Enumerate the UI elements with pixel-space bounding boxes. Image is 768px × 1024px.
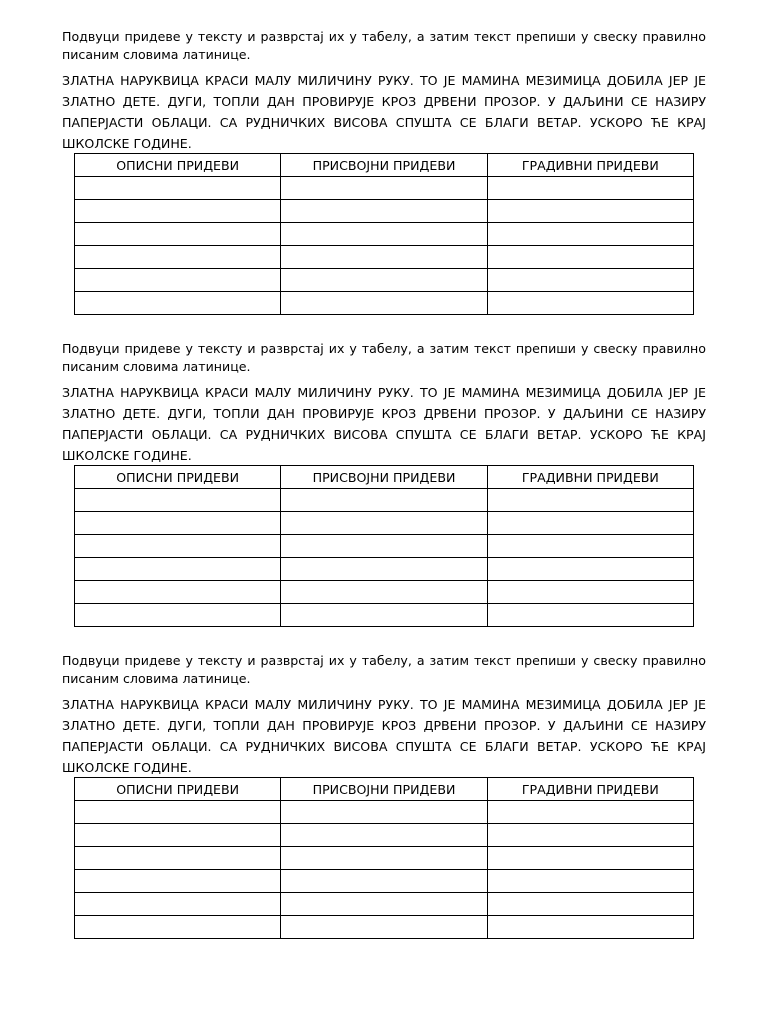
header-material-adjectives: ГРАДИВНИ ПРИДЕВИ (487, 778, 693, 801)
answer-cell[interactable] (281, 916, 487, 939)
answer-cell[interactable] (487, 847, 693, 870)
answer-cell[interactable] (281, 847, 487, 870)
instruction-text: Подвуци придеве у тексту и разврстај их у табелу, а затим текст препиши у свеску правилно писаним словима латинице. (62, 341, 706, 374)
adjective-table (74, 777, 694, 939)
answer-cell[interactable] (75, 916, 281, 939)
answer-cell[interactable] (281, 489, 487, 512)
answer-cell[interactable] (75, 269, 281, 292)
table-row (75, 512, 694, 535)
answer-cell[interactable] (75, 489, 281, 512)
header-material-adjectives: ГРАДИВНИ ПРИДЕВИ (487, 154, 693, 177)
table-row (75, 581, 694, 604)
answer-cell[interactable] (487, 870, 693, 893)
answer-cell[interactable] (487, 581, 693, 604)
header-descriptive-adjectives: ОПИСНИ ПРИДЕВИ (75, 466, 281, 489)
adjective-table (74, 153, 694, 315)
table-row (75, 200, 694, 223)
answer-cell[interactable] (281, 801, 487, 824)
header-possessive-adjectives: ПРИСВОЈНИ ПРИДЕВИ (281, 154, 487, 177)
answer-cell[interactable] (487, 801, 693, 824)
answer-cell[interactable] (75, 581, 281, 604)
table-row (75, 535, 694, 558)
answer-cell[interactable] (487, 489, 693, 512)
header-material-adjectives: ГРАДИВНИ ПРИДЕВИ (487, 466, 693, 489)
header-descriptive-adjectives: ОПИСНИ ПРИДЕВИ (75, 778, 281, 801)
answer-cell[interactable] (487, 916, 693, 939)
table-row (75, 269, 694, 292)
passage-text: ЗЛАТНА НАРУКВИЦА КРАСИ МАЛУ МИЛИЧИНУ РУКУ. ТО ЈЕ МАМИНА МЕЗИМИЦА ДОБИЛА ЈЕР ЈЕ ЗЛАТНО ДЕТЕ. ДУГИ, ТОПЛИ ДАН ПРОВИРУЈЕ КРОЗ ДРВЕНИ ПРОЗОР. У ДАЉИНИ СЕ НАЗИРУ ПАПЕРЈАСТИ ОБЛАЦИ. СА РУДНИЧКИХ ВИСОВА СПУШТА СЕ БЛАГИ ВЕТАР. УСКОРО ЋЕ КРАЈ ШКОЛСКЕ ГОДИНЕ. (62, 385, 706, 463)
exercise-2 (62, 340, 706, 485)
answer-cell[interactable] (487, 558, 693, 581)
answer-cell[interactable] (75, 870, 281, 893)
answer-cell[interactable] (281, 893, 487, 916)
answer-cell[interactable] (281, 535, 487, 558)
table-row (75, 870, 694, 893)
answer-cell[interactable] (487, 177, 693, 200)
answer-cell[interactable] (487, 246, 693, 269)
answer-cell[interactable] (281, 177, 487, 200)
table-row (75, 916, 694, 939)
answer-cell[interactable] (281, 581, 487, 604)
table-row (75, 847, 694, 870)
answer-cell[interactable] (75, 558, 281, 581)
answer-cell[interactable] (75, 604, 281, 627)
answer-cell[interactable] (487, 223, 693, 246)
answer-cell[interactable] (487, 269, 693, 292)
answer-cell[interactable] (75, 177, 281, 200)
passage-text: ЗЛАТНА НАРУКВИЦА КРАСИ МАЛУ МИЛИЧИНУ РУКУ. ТО ЈЕ МАМИНА МЕЗИМИЦА ДОБИЛА ЈЕР ЈЕ ЗЛАТНО ДЕТЕ. ДУГИ, ТОПЛИ ДАН ПРОВИРУЈЕ КРОЗ ДРВЕНИ ПРОЗОР. У ДАЉИНИ СЕ НАЗИРУ ПАПЕРЈАСТИ ОБЛАЦИ. СА РУДНИЧКИХ ВИСОВА СПУШТА СЕ БЛАГИ ВЕТАР. УСКОРО ЋЕ КРАЈ ШКОЛСКЕ ГОДИНЕ. (62, 73, 706, 151)
answer-cell[interactable] (281, 246, 487, 269)
answer-cell[interactable] (487, 512, 693, 535)
answer-cell[interactable] (487, 292, 693, 315)
answer-cell[interactable] (281, 870, 487, 893)
header-possessive-adjectives: ПРИСВОЈНИ ПРИДЕВИ (281, 466, 487, 489)
answer-cell[interactable] (75, 535, 281, 558)
header-descriptive-adjectives: ОПИСНИ ПРИДЕВИ (75, 154, 281, 177)
exercise-1 (62, 28, 706, 173)
answer-cell[interactable] (75, 292, 281, 315)
adjective-table (74, 465, 694, 627)
table-row (75, 223, 694, 246)
table-row (75, 177, 694, 200)
table-row (75, 893, 694, 916)
table-row (75, 292, 694, 315)
answer-cell[interactable] (75, 200, 281, 223)
passage-text: ЗЛАТНА НАРУКВИЦА КРАСИ МАЛУ МИЛИЧИНУ РУКУ. ТО ЈЕ МАМИНА МЕЗИМИЦА ДОБИЛА ЈЕР ЈЕ ЗЛАТНО ДЕТЕ. ДУГИ, ТОПЛИ ДАН ПРОВИРУЈЕ КРОЗ ДРВЕНИ ПРОЗОР. У ДАЉИНИ СЕ НАЗИРУ ПАПЕРЈАСТИ ОБЛАЦИ. СА РУДНИЧКИХ ВИСОВА СПУШТА СЕ БЛАГИ ВЕТАР. УСКОРО ЋЕ КРАЈ ШКОЛСКЕ ГОДИНЕ. (62, 697, 706, 775)
table-row (75, 246, 694, 269)
answer-cell[interactable] (75, 824, 281, 847)
answer-cell[interactable] (281, 512, 487, 535)
answer-cell[interactable] (487, 893, 693, 916)
table-row (75, 558, 694, 581)
answer-cell[interactable] (75, 801, 281, 824)
answer-cell[interactable] (281, 269, 487, 292)
answer-cell[interactable] (487, 535, 693, 558)
answer-cell[interactable] (487, 604, 693, 627)
answer-cell[interactable] (281, 292, 487, 315)
table-row (75, 604, 694, 627)
exercise-3 (62, 652, 706, 797)
instruction-text: Подвуци придеве у тексту и разврстај их у табелу, а затим текст препиши у свеску правилно писаним словима латинице. (62, 29, 706, 62)
answer-cell[interactable] (281, 824, 487, 847)
answer-cell[interactable] (281, 223, 487, 246)
answer-cell[interactable] (281, 604, 487, 627)
answer-cell[interactable] (281, 200, 487, 223)
answer-cell[interactable] (75, 893, 281, 916)
answer-cell[interactable] (281, 558, 487, 581)
answer-cell[interactable] (75, 847, 281, 870)
header-possessive-adjectives: ПРИСВОЈНИ ПРИДЕВИ (281, 778, 487, 801)
table-header-row (75, 778, 694, 801)
answer-cell[interactable] (487, 200, 693, 223)
answer-cell[interactable] (75, 512, 281, 535)
table-row (75, 801, 694, 824)
answer-cell[interactable] (75, 246, 281, 269)
instruction-text: Подвуци придеве у тексту и разврстај их у табелу, а затим текст препиши у свеску правилно писаним словима латинице. (62, 653, 706, 686)
table-row (75, 824, 694, 847)
table-header-row (75, 154, 694, 177)
table-row (75, 489, 694, 512)
answer-cell[interactable] (75, 223, 281, 246)
table-header-row (75, 466, 694, 489)
answer-cell[interactable] (487, 824, 693, 847)
